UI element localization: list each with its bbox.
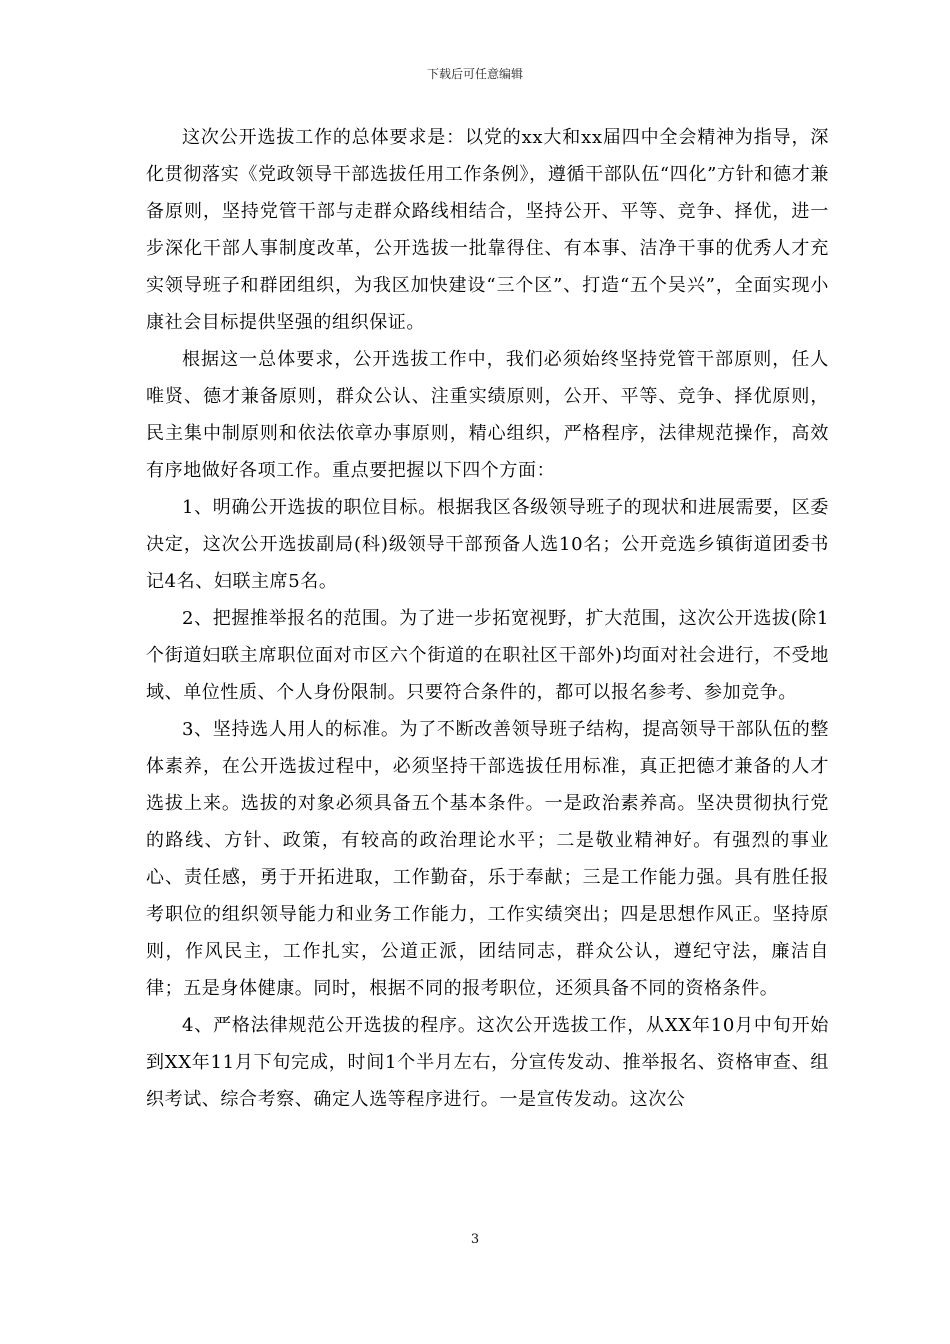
paragraph-principles: 根据这一总体要求，公开选拔工作中，我们必须始终坚持党管干部原则，任人唯贤、德才兼备原则，群众公认、注重实绩原则，公开、平等、竞争、择优原则，民主集中制原则和依法依章办事原则，精心组织，严格程序，法律规范操作，高效有序地做好各项工作。重点要把握以下四个方面：: [146, 349, 829, 481]
paragraph-general-requirements: 这次公开选拔工作的总体要求是：以党的xx大和xx届四中全会精神为指导，深化贯彻落实《党政领导干部选拔任用工作条例》，遵循干部队伍“四化”方针和德才兼备原则，坚持党管干部与走群众路线相结合，坚持公开、平等、竞争、择优，进一步深化干部人事制度改革，公开选拔一批靠得住、有本事、洁净干事的优秀人才充实领导班子和群团组织，为我区加快建设“三个区”、打造“五个吴兴”，全面实现小康社会目标提供坚强的组织保证。: [146, 127, 829, 333]
paragraph-selection-standards: 3、坚持选人用人的标准。为了不断改善领导班子结构，提高领导干部队伍的整体素养，在公开选拔过程中，必须坚持干部选拔任用标准，真正把德才兼备的人才选拔上来。选拔的对象必须具备五个基本条件。一是政治素养高。坚决贯彻执行党的路线、方针、政策，有较高的政治理论水平；二是敬业精神好。有强烈的事业心、责任感，勇于开拓进取，工作勤奋，乐于奉献；三是工作能力强。具有胜任报考职位的组织领导能力和业务工作能力，工作实绩突出；四是思想作风正。坚持原则，作风民主，工作扎实，公道正派，团结同志，群众公认，遵纪守法，廉洁自律；五是身体健康。同时，根据不同的报考职位，还须具备不同的资格条件。: [146, 719, 829, 999]
paragraph-position-targets: 1、明确公开选拔的职位目标。根据我区各级领导班子的现状和进展需要，区委决定，这次公开选拔副局(科)级领导干部预备人选10名；公开竞选乡镇街道团委书记4名、妇联主席5名。: [146, 497, 829, 592]
page-number: 3: [470, 1232, 480, 1247]
page-header: [0, 66, 950, 82]
paragraph-registration-scope: 2、把握推举报名的范围。为了进一步拓宽视野，扩大范围，这次公开选拔(除1个街道妇联主席职位面对市区六个街道的在职社区干部外)均面对社会进行，不受地域、单位性质、个人身份限制。只要符合条件的，都可以报名参考、参加竞争。: [146, 608, 829, 703]
document-body: [146, 119, 829, 1118]
paragraph-selection-procedure: 4、严格法律规范公开选拔的程序。这次公开选拔工作，从XX年10月中旬开始到XX年11月下旬完成，时间1个半月左右，分宣传发动、推举报名、资格审查、组织考试、综合考察、确定人选等程序进行。一是宣传发动。这次公: [146, 1015, 829, 1110]
header-text: 下载后可任意编辑: [426, 67, 523, 81]
page-footer: [0, 1232, 950, 1248]
